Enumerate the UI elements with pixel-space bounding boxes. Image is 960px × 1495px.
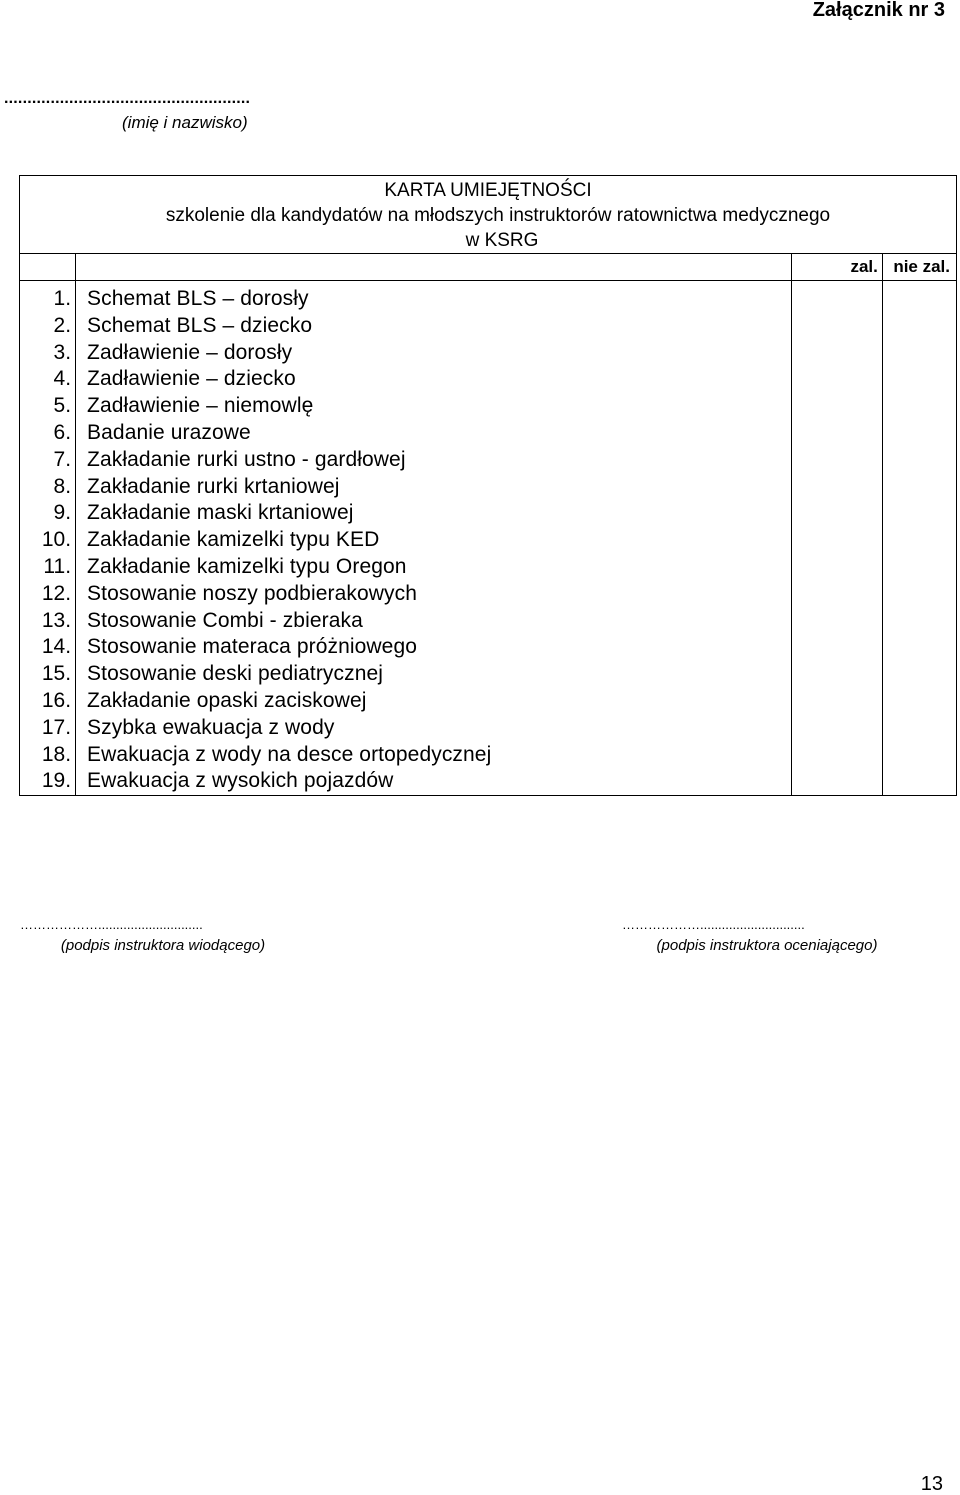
item-number: 9. — [53, 501, 72, 525]
item-label: Zakładanie rurki ustno - gardłowej — [87, 447, 406, 471]
item-label: Szybka ewakuacja z wody — [87, 715, 335, 739]
item-number: 17. — [41, 715, 72, 739]
item-number: 15. — [41, 662, 72, 686]
item-numbers-cell — [20, 281, 76, 796]
signature-lead-instructor — [20, 918, 320, 956]
annex-label: Załącznik nr 3 — [812, 0, 945, 21]
item-number: 13. — [41, 608, 72, 632]
item-label: Stosowanie materaca próżniowego — [87, 635, 418, 659]
item-number: 7. — [53, 447, 72, 471]
item-label: Schemat BLS – dziecko — [87, 313, 313, 337]
signature-assessing-caption: (podpis instruktora oceniającego) — [656, 937, 878, 954]
item-label: Zakładanie kamizelki typu KED — [87, 528, 380, 552]
item-number: 10. — [41, 528, 72, 552]
item-numbers — [20, 286, 71, 795]
item-number: 5. — [53, 394, 72, 418]
item-label: Zadławienie – niemowlę — [87, 394, 314, 418]
signature-assessing-dotted-line: ………………............................. — [622, 917, 805, 932]
column-header-row — [20, 254, 957, 281]
item-number: 12. — [41, 581, 72, 605]
card-subtitle: szkolenie dla kandydatów na młodszych instruktorów ratownictwa medycznego — [165, 205, 831, 226]
item-number: 4. — [53, 367, 72, 391]
column-fail-header: nie zal. — [882, 254, 956, 281]
pass-checkbox-column[interactable] — [791, 281, 882, 796]
item-label: Stosowanie noszy podbierakowych — [87, 581, 418, 605]
fail-checkbox-column[interactable] — [882, 281, 956, 796]
item-number: 3. — [53, 340, 72, 364]
item-labels-cell — [76, 281, 792, 796]
card-title-row — [20, 176, 957, 254]
item-number: 19. — [41, 769, 72, 793]
item-labels — [87, 286, 791, 795]
column-pass-header: zal. — [791, 254, 882, 281]
name-dotted-line: ..................................................... — [4, 90, 251, 107]
item-label: Zakładanie opaski zaciskowej — [87, 688, 367, 712]
header-num-cell — [20, 254, 76, 281]
card-title-cell — [20, 176, 957, 254]
skills-card-table — [19, 175, 957, 796]
card-organization: w KSRG — [465, 230, 539, 251]
item-label: Zadławienie – dziecko — [87, 367, 296, 391]
item-number: 1. — [53, 287, 72, 310]
item-label: Ewakuacja z wody na desce ortopedycznej — [87, 742, 492, 766]
item-label: Zakładanie kamizelki typu Oregon — [87, 554, 407, 578]
signature-assessing-instructor — [622, 918, 922, 956]
item-number: 14. — [41, 635, 72, 659]
item-label: Badanie urazowe — [87, 420, 251, 444]
item-number: 2. — [53, 313, 72, 337]
item-label: Zadławienie – dorosły — [87, 340, 293, 364]
card-title: KARTA UMIEJĘTNOŚCI — [384, 180, 592, 201]
name-caption: (imię i nazwisko) — [122, 113, 248, 132]
item-label: Schemat BLS – dorosły — [87, 287, 309, 310]
item-label: Zakładanie rurki krtaniowej — [87, 474, 340, 498]
item-label: Stosowanie deski pediatrycznej — [87, 662, 384, 686]
item-number: 16. — [41, 688, 72, 712]
item-number: 11. — [43, 554, 72, 578]
item-number: 8. — [53, 474, 72, 498]
item-number: 6. — [53, 420, 72, 444]
signature-lead-dotted-line: ………………............................. — [20, 917, 203, 932]
signature-lead-caption: (podpis instruktora wiodącego) — [60, 937, 266, 954]
item-label: Zakładanie maski krtaniowej — [87, 501, 354, 525]
page-number: 13 — [920, 1473, 943, 1495]
item-number: 18. — [41, 742, 72, 766]
skills-body-row — [20, 281, 957, 796]
item-label: Ewakuacja z wysokich pojazdów — [87, 769, 394, 793]
header-label-cell — [76, 254, 792, 281]
item-label: Stosowanie Combi - zbieraka — [87, 608, 363, 632]
